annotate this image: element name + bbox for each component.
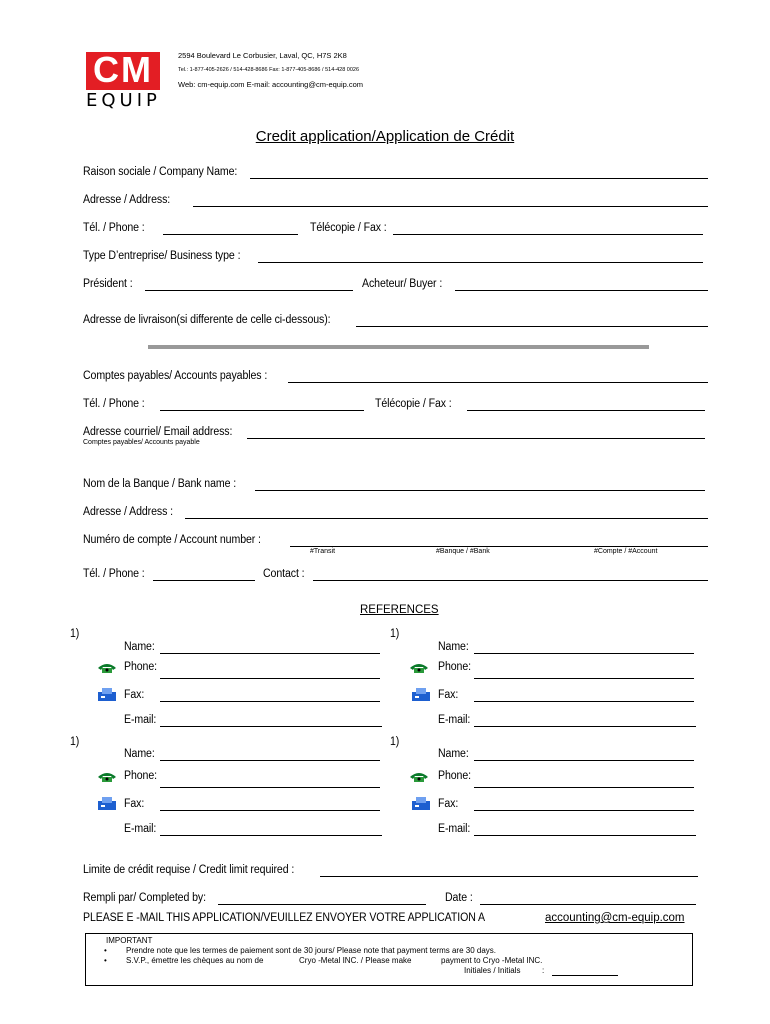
- logo-cm: CM: [93, 49, 153, 90]
- important-notice: [85, 933, 693, 986]
- ref4-email-label: E-mail:: [438, 823, 471, 835]
- ref2-fax-label: Fax:: [438, 689, 459, 701]
- bank-name-label: Nom de la Banque / Bank name :: [83, 478, 237, 490]
- ref1-phone-field[interactable]: [160, 678, 380, 679]
- ref2-phone-field[interactable]: [474, 678, 694, 679]
- ref2-name-label: Name:: [438, 641, 469, 653]
- fax-icon: [410, 796, 432, 812]
- ref3-email-field[interactable]: [160, 835, 382, 836]
- ref2-number: 1): [390, 628, 400, 640]
- phone-icon: [408, 768, 430, 784]
- credit-limit-field[interactable]: [320, 876, 698, 877]
- ref3-number: 1): [70, 736, 80, 748]
- ref3-fax-label: Fax:: [124, 798, 145, 810]
- header-address: 2594 Boulevard Le Corbusier, Laval, QC, H7S 2K8: [178, 51, 347, 60]
- email-instruction: PLEASE E -MAIL THIS APPLICATION/VEUILLEZ ENVOYER VOTRE APPLICATION A: [83, 912, 485, 924]
- phone-field[interactable]: [163, 234, 298, 235]
- ref3-email-label: E-mail:: [124, 823, 157, 835]
- business-type-label: Type D’entreprise/ Business type :: [83, 250, 241, 262]
- header-phones: Tel.: 1-877-405-2626 / 514-428-8686 Fax: 1-877-405-8686 / 514-428 0026: [178, 67, 360, 73]
- bank-phone-label: Tél. / Phone :: [83, 568, 145, 580]
- transit-caption: #Transit: [310, 548, 336, 555]
- accounts-email-note: Comptes payables/ Accounts payable: [83, 439, 200, 446]
- accounts-payable-field[interactable]: [288, 382, 708, 383]
- logo-equip: EQUIP: [86, 90, 161, 111]
- accounts-email-field[interactable]: [247, 438, 705, 439]
- references-heading: REFERENCES: [360, 604, 439, 616]
- phone-icon: [96, 768, 118, 784]
- fax-label: Télécopie / Fax :: [310, 222, 387, 234]
- president-field[interactable]: [145, 290, 353, 291]
- ref3-phone-label: Phone:: [124, 770, 157, 782]
- ref3-name-field[interactable]: [160, 760, 380, 761]
- notice-initials-sep: :: [542, 966, 545, 975]
- phone-icon: [408, 659, 430, 675]
- ref3-phone-field[interactable]: [160, 787, 380, 788]
- company-name-label: Raison sociale / Company Name:: [83, 166, 238, 178]
- notice-heading: IMPORTANT: [106, 936, 153, 945]
- ref1-email-field[interactable]: [160, 726, 382, 727]
- delivery-address-field[interactable]: [356, 326, 708, 327]
- ref2-phone-label: Phone:: [438, 661, 471, 673]
- bank-phone-field[interactable]: [153, 580, 255, 581]
- phone-icon: [96, 659, 118, 675]
- notice-line-1: Prendre note que les termes de paiement sont de 30 jours/ Please note that payment terms are 30 days.: [126, 946, 496, 955]
- buyer-field[interactable]: [455, 290, 708, 291]
- notice-initials-label: Initiales / Initials: [464, 966, 521, 975]
- fax-field[interactable]: [393, 234, 703, 235]
- ref4-email-field[interactable]: [474, 835, 696, 836]
- ref2-fax-field[interactable]: [474, 701, 694, 702]
- buyer-label: Acheteur/ Buyer :: [362, 278, 443, 290]
- bank-contact-label: Contact :: [263, 568, 305, 580]
- bank-number-caption: #Banque / #Bank: [436, 548, 490, 555]
- ref1-name-field[interactable]: [160, 653, 380, 654]
- page-title: Credit application/Application de Crédit: [255, 128, 515, 145]
- notice-bullet-2: •: [104, 956, 107, 965]
- ref4-fax-label: Fax:: [438, 798, 459, 810]
- accounts-email-label: Adresse courriel/ Email address:: [83, 426, 233, 438]
- fax-icon: [96, 687, 118, 703]
- accounts-phone-field[interactable]: [160, 410, 364, 411]
- delivery-address-label: Adresse de livraison(si differente de celle ci-dessous):: [83, 314, 331, 326]
- ref1-fax-label: Fax:: [124, 689, 145, 701]
- ref4-name-label: Name:: [438, 748, 469, 760]
- bank-address-label: Adresse / Address :: [83, 506, 174, 518]
- section-divider: [148, 345, 649, 349]
- fax-icon: [96, 796, 118, 812]
- phone-label: Tél. / Phone :: [83, 222, 145, 234]
- ref4-phone-field[interactable]: [474, 787, 694, 788]
- accounts-fax-label: Télécopie / Fax :: [375, 398, 452, 410]
- business-type-field[interactable]: [258, 262, 703, 263]
- completed-by-label: Rempli par/ Completed by:: [83, 892, 206, 904]
- fax-icon: [410, 687, 432, 703]
- address-field[interactable]: [193, 206, 708, 207]
- ref4-phone-label: Phone:: [438, 770, 471, 782]
- president-label: Président :: [83, 278, 133, 290]
- date-label: Date :: [445, 892, 473, 904]
- email-address-link[interactable]: accounting@cm-equip.com: [545, 912, 685, 924]
- company-name-field[interactable]: [250, 178, 708, 179]
- ref3-fax-field[interactable]: [160, 810, 380, 811]
- notice-bullet-1: •: [104, 946, 107, 955]
- ref2-email-field[interactable]: [474, 726, 696, 727]
- ref1-phone-label: Phone:: [124, 661, 157, 673]
- notice-line-2c: payment to Cryo -Metal INC.: [441, 956, 543, 965]
- ref1-number: 1): [70, 628, 80, 640]
- account-number-field[interactable]: [290, 546, 708, 547]
- header-web: Web: cm-equip.com E-mail: accounting@cm-equip.com: [178, 80, 364, 89]
- bank-contact-field[interactable]: [313, 580, 708, 581]
- account-number-label: Numéro de compte / Account number :: [83, 534, 261, 546]
- notice-line-2a: S.V.P., émettre les chèques au nom de: [126, 956, 264, 965]
- ref2-email-label: E-mail:: [438, 714, 471, 726]
- ref1-email-label: E-mail:: [124, 714, 157, 726]
- ref4-name-field[interactable]: [474, 760, 694, 761]
- initials-field[interactable]: [552, 975, 618, 976]
- credit-limit-label: Limite de crédit requise / Credit limit required :: [83, 864, 295, 876]
- ref2-name-field[interactable]: [474, 653, 694, 654]
- account-number-caption: #Compte / #Account: [594, 548, 658, 555]
- bank-name-field[interactable]: [255, 490, 705, 491]
- ref4-fax-field[interactable]: [474, 810, 694, 811]
- ref1-fax-field[interactable]: [160, 701, 380, 702]
- date-field[interactable]: [480, 904, 696, 905]
- ref3-name-label: Name:: [124, 748, 155, 760]
- accounts-fax-field[interactable]: [467, 410, 705, 411]
- completed-by-field[interactable]: [218, 904, 426, 905]
- address-label: Adresse / Address:: [83, 194, 171, 206]
- ref1-name-label: Name:: [124, 641, 155, 653]
- accounts-phone-label: Tél. / Phone :: [83, 398, 145, 410]
- accounts-payable-label: Comptes payables/ Accounts payables :: [83, 370, 268, 382]
- notice-line-2b: Cryo -Metal INC. / Please make: [299, 956, 412, 965]
- ref4-number: 1): [390, 736, 400, 748]
- bank-address-field[interactable]: [185, 518, 708, 519]
